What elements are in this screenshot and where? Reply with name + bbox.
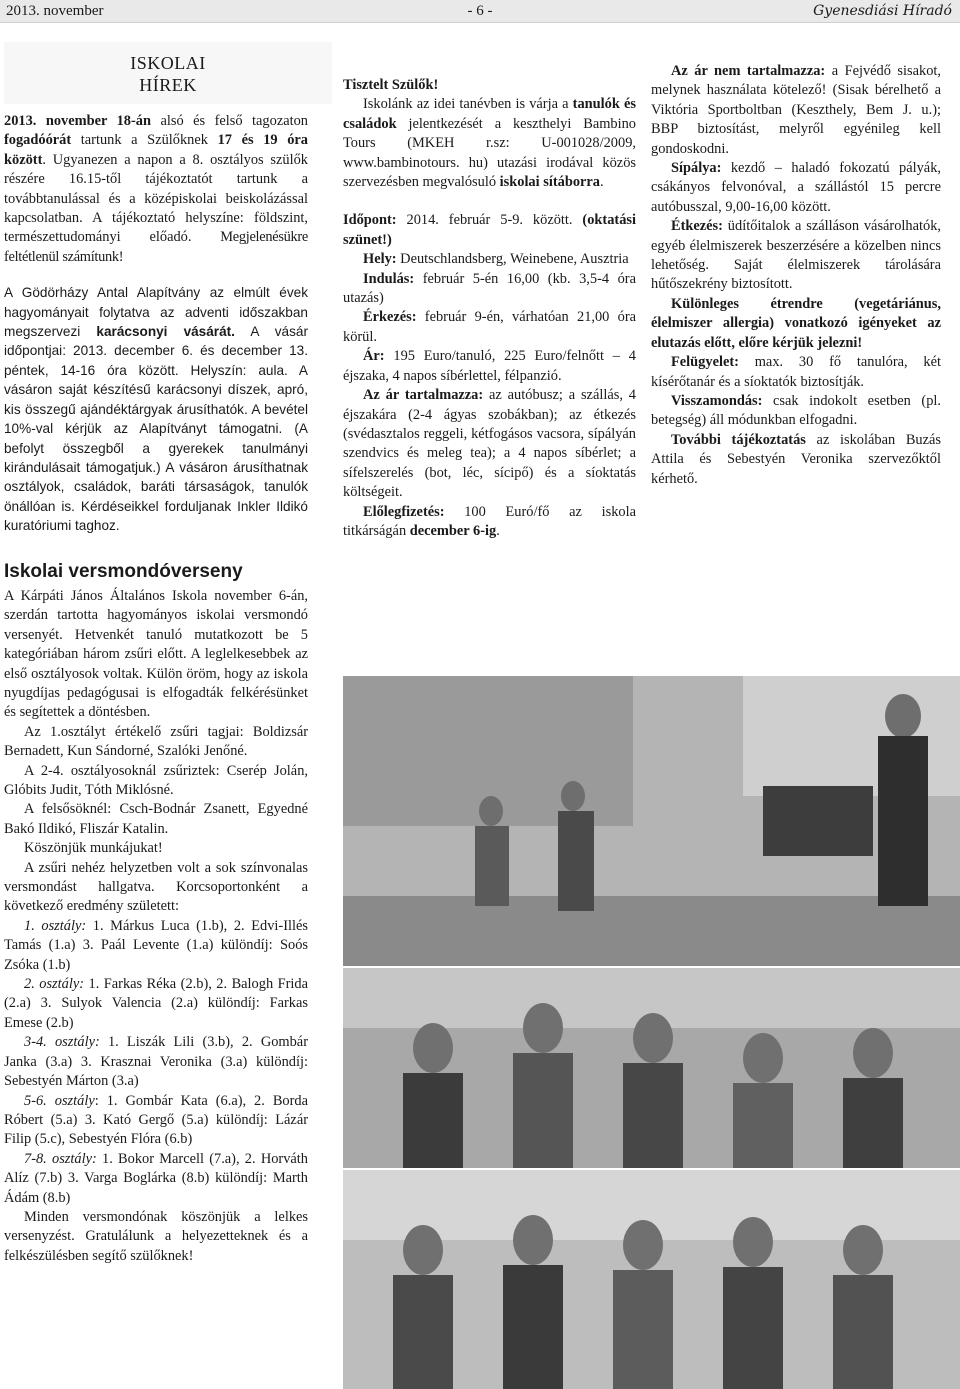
christmas-fair-paragraph [4,283,308,535]
results-grade-7-8 [4,1150,308,1208]
text: üdítőitalok a szálláson vásárolhatók, egyéb élelmiszerek beszerzésére a közelben nincs lehetőség. Saját élelmiszerek tárolására hűtőszekrény biztosított. [651,218,941,293]
slopes-paragraph [651,159,941,217]
text-bold: Időpont: [343,212,397,229]
text: . [496,522,500,539]
text: Megjelenésükre feltétlenül számítunk! [4,229,308,265]
text-bold: iskolai sítáborra [499,174,600,191]
price-line [343,347,636,386]
text-bold: Előlegfizetés: [363,503,445,520]
text: . Ugyanezen a napon a 8. osztályos szülők részére 16.15-től tájékoztatót tartunk a továbbtanulással és a középiskolai beiskolázással kapcsolatban. A tájékoztató helyszíne: földszint, természettudományi előadó. [4,151,308,246]
column-right [651,62,941,489]
text: a Fejvédő sisakot, melynek használata kötelező! (Sisak bérelhető a Viktória Sportboltban (Keszthely, Bem J. u.); BBP biztosítást, melyről egyénileg kell gondoskodni. [651,63,941,157]
page-number: - 6 - [467,3,493,19]
jury-first-grade: Az 1.osztályt értékelő zsűri tagjai: Boldizsár Bernadett, Kun Sándorné, Szalóki Jenőné. [4,723,308,760]
text-bold: karácsonyi vásárát. [96,324,235,340]
diet-paragraph [651,295,941,353]
text: Iskolánk az idei tanévben is várja a [363,96,573,113]
text-bold: (oktatási szünet!) [343,212,636,248]
group-photo-younger [343,968,960,1168]
text: csak indokolt esetben (pl. betegség) áll módunkban elfogadni. [651,392,941,429]
text: 1. Liszák Lili (3.b), 2. Gombár Janka (3.a) 3. Krasznai Veronika (3.a) különdíj: Sebestyén Márton (3.a) [4,1034,308,1090]
text-italic: 7-8. osztály: [24,1150,97,1167]
results-grade-3-4 [4,1033,308,1091]
publication-name: Gyenesdiási Híradó [813,3,952,19]
text-bold: 17 és 19 óra között [4,132,309,168]
text-italic: 1. osztály: [24,917,87,934]
text: Deutschlandsberg, Weinebene, Ausztria [396,251,629,268]
text: 2014. február 5-9. között. [396,212,583,229]
text-bold: december 6-ig [409,522,497,539]
meeting-date: 2013. november 18-án [4,113,151,129]
thanks-line: Köszönjük munkájukat! [24,840,163,857]
text: A vásár időpontjai: 2013. december 6. és december 13. péntek, 14-16 óra között. Helyszín: aula. A vásáron saját készítésű karácsonyi díszek, apró, kis összegű ajándéktárgyak árusíthatók. A bevétel 10%-val kérjük az Alapítványt támogatni. (A befolyt összegből a gyerekek tanulmányi kirándulásait támogatjuk.) A vásáron árusíthatnak osztályok, családok, baráti társaságok, tanulók önállóan is. Kérdéseikkel forduljanak Inkler Ildikó kuratóriumi taghoz. [4,324,308,534]
arrival-line [343,308,636,347]
text-bold: Hely: [363,251,397,268]
text: alsó és felső tagozaton [151,113,308,129]
parent-meeting-paragraph [4,112,308,267]
supervision-paragraph [651,353,941,392]
text-bold: Az ár tartalmazza: [363,387,484,404]
text: 1. Bokor Marcell (7.a), 2. Horváth Alíz (7.b) 3. Varga Boglárka (8.b) különdíj: Marth Ádám (8.b) [4,1150,308,1206]
text-bold: Indulás: [363,270,415,287]
text: : 1. Gombár Kata (6.a), 2. Borda Róbert (5.a) 3. Kató Gergő (5.a) különdíj: Lázár Filip (5.c), Sebestyén Flóra (6.b) [4,1092,308,1148]
results-grade-1 [4,917,308,975]
more-info-paragraph [651,431,941,489]
meals-paragraph [651,217,941,295]
issue-date: 2013. november [6,3,104,19]
text: 195 Euro/tanuló, 225 Euro/felnőtt – 4 éjszaka, 4 napos síbérlettel, félpanzió. [343,348,636,384]
text-italic: 5-6. osztály [24,1092,95,1109]
text-bold: Sípálya: [671,160,722,177]
title-line-1: ISKOLAI [130,53,206,73]
text-bold: Tisztelt Szülők! [343,77,439,93]
text: jelentkezését a keszthelyi Bambino Tours (MKEH r.sz: U-001028/2009, www.bambinotours. hu) utazási irodával közös szervezésben megvalósuló [343,115,636,191]
deposit-paragraph [343,503,636,542]
text: 100 Euró/fő az iskola titkárságán [343,503,636,539]
time-line [343,211,636,250]
title-line-2: HÍREK [139,75,197,95]
text-bold: tanulók és családok [343,96,636,132]
jury-upper-grade: A felsősöknél: Csch-Bodnár Zsanett, Egyedné Bakó Ildikó, Fliszár Katalin. [4,801,308,837]
text-bold: Érkezés: [363,309,417,326]
text: február 9-én, várhatóan 21,00 óra körül. [343,309,636,345]
place-line [343,250,636,269]
recitation-intro: A Kárpáti János Általános Iskola november 6-án, szerdán tartotta hagyományos iskolai versmondó versenyét. Hetvenkét tanuló mutatkozott be 5 kategóriában három zsűri előtt. A leglelkesebbek az első osztályosok voltak. Külön öröm, hogy az iskola nyugdíjas pedagógusai is elfogadták felkérésünket és segítettek a döntésben. [4,587,308,721]
column-left [4,112,308,1266]
included-paragraph [343,386,636,502]
departure-line [343,270,636,309]
classroom-photo [343,676,960,966]
text: . [599,174,604,191]
section-title [4,52,332,96]
group-photo-older [343,1170,960,1389]
text-bold: Étkezés: [671,218,723,235]
results-grade-5-6 [4,1092,308,1150]
text: az iskolában Buzás Attila és Sebestyén Veronika szervezőktől kérhető. [651,431,941,487]
page-header [0,0,960,23]
text-italic: 2. osztály: [24,976,85,993]
text-bold: Felügyelet: [671,354,739,371]
text: kezdő – haladó fokozatú pályák, csákányos felvonóval, a szállástól 15 percre autóbusszal, 9,00-16,00 között. [651,160,941,215]
text-bold: fogadóórát [4,132,72,149]
cancellation-paragraph [651,392,941,431]
text: A Gödörházy Antal Alapítvány az elmúlt évek hagyományait folytatva az adventi időszakban megszervezi [4,285,308,340]
ski-camp-intro [343,95,636,192]
text-bold: További tájékoztatás [671,431,806,448]
text: max. 30 fő tanulóra, két kísérőtanár és a síoktatók biztosítják. [651,354,941,390]
text: tartunk a Szülőknek [71,132,218,149]
text-bold: Az ár nem tartalmazza: [671,63,826,79]
text-bold: Különleges étrendre (vegetáriánus, élelmiszer allergia) vonatkozó igényeket az elutazás előtt, előre kérjük jelezni! [651,295,941,351]
results-grade-2 [4,975,308,1033]
greeting [343,76,636,95]
text: az autóbusz; a szállás, 4 éjszakára (2-4 ágyas szobákban); az étkezés (svédasztalos reggeli, kétfogásos vacsora, sípályán szendvics és meleg tea); a 4 napos síbérlet; a sífelszerelés (bot, léc, sícipő) és a síoktatás költségeit. [343,387,636,501]
text: 1. Farkas Réka (2.b), 2. Balogh Frida (2.a) 3. Sulyok Valencia (2.a) különdíj: Farkas Emese (2.b) [4,976,308,1031]
results-intro: A zsűri nehéz helyzetben volt a sok színvonalas versmondást hallgatva. Korcsoportonként a következő eredmény született: [4,859,308,915]
text: február 5-én 16,00 (kb. 3,5-4 óra utazás) [343,270,636,307]
text: 1. Márkus Luca (1.b), 2. Edvi-Illés Tamás (1.a) 3. Paál Levente (1.a) különdíj: Soós Zsóka (1.b) [4,917,308,973]
text-italic: 3-4. osztály: [24,1034,100,1051]
recitation-heading: Iskolai versmondóverseny [4,560,243,582]
text-bold: Visszamondás: [671,392,763,409]
column-middle [343,76,636,541]
not-included-paragraph [651,62,941,159]
text-bold: Ár: [363,348,385,365]
closing-paragraph: Minden versmondónak köszönjük a lelkes versenyzést. Gratulálunk a helyezetteknek és a felkészülésben segítő szülőknek! [4,1208,308,1264]
jury-2-4-grade: A 2-4. osztályosoknál zsűriztek: Cserép Jolán, Glóbits Judit, Tóth Miklósné. [4,762,308,798]
